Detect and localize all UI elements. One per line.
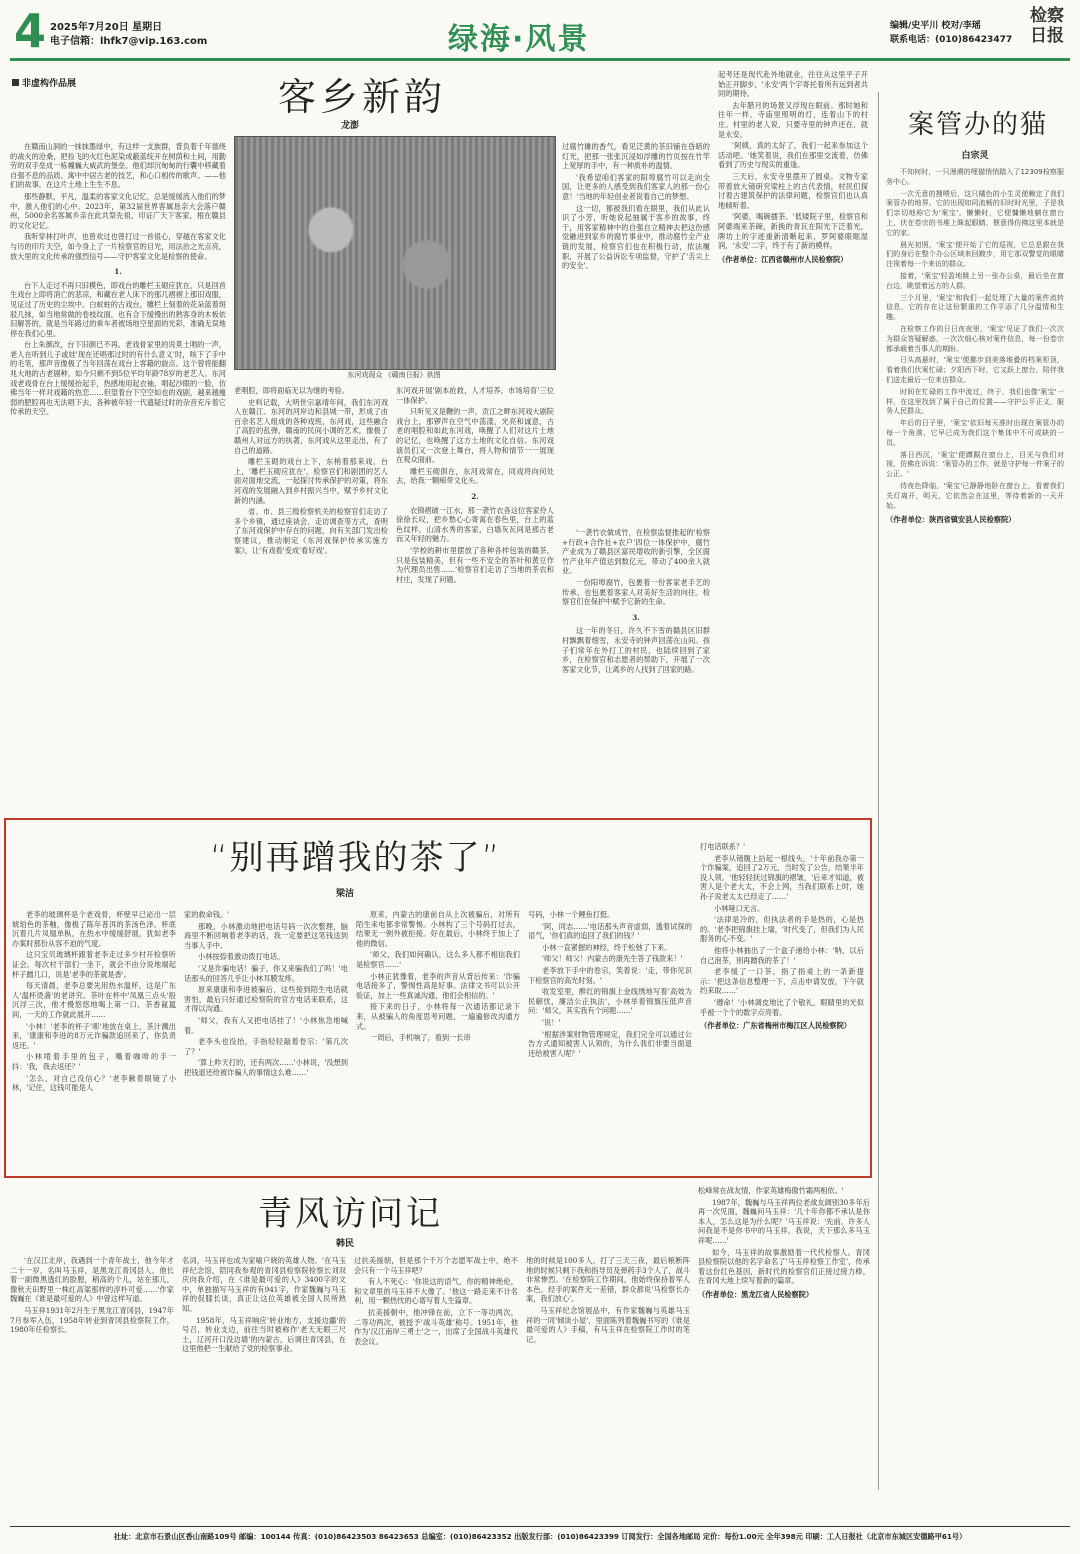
paragraph: 那些静默，平凡，温柔的客家文化记忆，总是缓缓流入他们的梦中，激入他们的心中。2023年，第32届世界客属恳亲大会落户赣州，5000余名客属乡亲在此共祭先祖，印证广天下客家，根在赣县的文化记忆。 <box>10 191 226 230</box>
paragraph: 待夜色降临，'案宝'已静静地卧在窗台上，看着我们关灯离开，明天，它依然会在这里，等待着新的一天开始。 <box>886 481 1064 510</box>
paragraph: 时间在忙碌的工作中流过，终于，我们也像'案宝'一样，在这里找到了属于自己的位置——守护公平正义，服务人民群众。 <box>886 387 1064 416</box>
paragraph: '阿，同志……'电话那头声音虚弱，透着试探的语气，'你们真的追回了我们的钱？' <box>528 921 692 941</box>
paragraph: 这一年的冬日，许久不下雪的赣县区旧群村飘飘着细雪，永安寺的钟声回荡在山间。孩子们常年在外打工的村民，也陆续回到了家乡，在检察官和志愿者的帮助下，开展了一次客家文化节，让离乡的人找到了回家的路。 <box>562 626 710 674</box>
paragraph: '说！' <box>542 1017 561 1027</box>
paragraph: 衣锦褶破一江水，那一袭竹衣各这位客家伶人徐徐长叹，把乡愁心心寄寓在春色里，台上的蓝色纹样，山清水秀的客家，白墙灰瓦间是那古老而又年轻的魅力。 <box>396 505 554 544</box>
section-title: 绿海·风景 <box>448 22 590 57</box>
article2-col1 <box>12 910 176 1172</box>
paragraph: 1958年，马玉祥响应'转业地方，支援边疆'的号召，转业支边，前往当时被称作'老天无眼三尺土，辽河开口没边墙'的内蒙古，后调往青冈县，在这里他把一生献给了党的检察事业。 <box>182 1315 346 1354</box>
paragraph: 接着，'案宝'轻盈地跳上另一张办公桌，最后坐在窗台边，眺望着远方的人群。 <box>886 271 1064 290</box>
paragraph: 打电话联系？' <box>700 842 746 851</box>
paragraph: 一次无意的搜喂后，这只橘色的小生灵便赖定了我们案管办的地界。它的出现如同流畅的旧时时光里，子是我们亲切地称它为'案宝'。懒懒时，它便慵懒地躺在窗台上，伏在卷宗的书堆上眯起眼睛，惬意得仿佛这里本就是它的家。 <box>886 189 1064 237</box>
paragraph: 一份阳埠腐竹，包裹着一份客家老手艺的传承，也包裹着客家人对美好生活的向往。检察官们在保护中赋予它新的生命。 <box>562 577 710 607</box>
page-number: 4 <box>14 4 47 58</box>
paragraph: '法律是冷的，但执法者的手是热的，心是热的。'老李把锦旗挂上墙，'时代变了，但我们为人民服务的心不变。' <box>700 915 864 944</box>
paragraph: '算上昨天打的，还有两次……'小林说，'没想到把钱退还给被诈骗人的事情这么难……' <box>184 1058 348 1077</box>
footer-imprint: 社址：北京市石景山区香山南路109号 邮编：100144 传真：(010)86423503 86423653 总编室：(010)86423352 出版发行部：(010)86423399 订阅发行：全国各地邮局 定价：每份1.00元 全年398元 印刷：工人日报社（北京市东城区安德路甲61号） <box>113 1532 967 1541</box>
paragraph: 只听见又是鞭的一声，贡江之畔东河戏大剧院戏台上，那锣声在空气中荡漾，光亮和诚意，古老的唱腔和如此东河戏，唤醒了人们对这片土地的记忆，也唤醒了这方土地的文化自信。东河戏演员们又一次登上舞台，将人物和情节一一展现在观众面前。 <box>396 407 554 465</box>
paragraph: 家的救命钱。' <box>184 910 230 919</box>
section-number: 3. <box>632 612 640 622</box>
article1-col5 <box>562 528 710 814</box>
article1-col2 <box>234 386 388 814</box>
article1-col6 <box>718 70 868 814</box>
paragraph: 收发室里，醉红的锦旗上金线绣地写着'高效为民解忧，廉洁公正执法'，小林举着锦旗压低声音问：'师父，其实我有个问题……' <box>528 987 692 1016</box>
paragraph: '师父！师父！内蒙古的康先生答了钱款来！' <box>542 954 683 964</box>
article2-author-unit: （作者单位：广东省梅州市梅江区人民检察院） <box>700 1021 851 1031</box>
column-tag <box>12 76 76 89</box>
paragraph: 号码，小林一个鲤鱼打挺。 <box>528 910 615 919</box>
paragraph: '师父，我有人又把电话挂了！'小林焦急地喊着。 <box>184 1015 348 1035</box>
article2-author: 梁洁 <box>335 889 354 899</box>
footer-rule <box>10 1526 1070 1527</box>
header-rule <box>10 58 1070 61</box>
paragraph: 如今，马玉祥的故事激励着一代代检察人。青冈县检察院以他的名字命名了'马玉祥检察工作室'，传承着这份红色基因，新时代的检察官们正接过接力棒，在青冈大地上续写着新的篇章。 <box>698 1247 870 1286</box>
paragraph: 台上朱颜改，台下旧颜已不再。老戏骨家里的说莫土唱的一声，老人在听到儿子或娃'现在还唱那过时的有什么意义'时，咳下了手中的毛笔，那声音像极了当年回荡在戏台上客籍的旋点。这个曾将能翻兆大地的古老剧种，如今只剩不到5位平均年龄78岁的老艺人。东河戏老戏骨在台上缓缓抬起手，热感地用起衣袖，唱起沙眼的一脸，仿佛当年一样对戏籍的热恋……但望着台下空空如也的戏剧，越来越瘦弱的肥腔再也无法唱下去，各种被年轻一代遗疑过时的杂音充斥着它传承的天空。 <box>10 340 226 417</box>
paragraph: 日头高悬时，'案宝'便挪步到美落堆叠的档案柜顶，看着我们伏案忙碌；夕阳西下时，它又跃上窗台，陪伴我们送走最后一位来访群众。 <box>886 356 1064 384</box>
paragraph: 东河戏开展'剧本抢救，人才培养，市场培育'三位一体保护。 <box>396 386 554 405</box>
paragraph: 省、市、县三级检察机关的检察官们走访了多个乡镇，通过座谈会、走访调查等方式，查明了东河戏保护中存在的问题，向有关部门发出检察建议，推动制定《东河戏保护传承实施方案》，让'有戏看'变成'看好戏'。 <box>234 507 388 555</box>
paragraph: 在赣南山洞的一抹抹墨绿中，有这样一支族群，背负着千年德绕的战火的沧桑，把捡飞的火红色泥染成蔽蓝绽开在树荫和土间，用勤劳的双手垒成一栋幢巍大威武的堡垒。他们却沉甸甸的行囊中移藏着自强不息的品质、寓中中居古老的技艺，和心口相传的歌声。——他们的故事，在这片土地上生生不息。 <box>10 142 226 190</box>
paragraph: 台下人走过不再只旧模色，即戏台的雕栏玉砌应犹在，只是回首生戏台上即将消亡的悲凉，和藏在老人床下的那几褶褶上那旧戏服，见证过了历史的尘埃中。白蚁蛀的古戏台，雕栏上刻着的花朵蓝着斑驳几抹，如当地常做的卷枝纹面，也有合下缓慢出的熟客身的木板依旧解答的，就是当年路过的乘车者被场地空星面的光彩，准确无误地停在我们心里。 <box>10 280 226 338</box>
paragraph: '一袭竹衣做成竹，在检察监督推起的'检察+行政+合作社+农户'四位一体保护中，腐竹产业成为了赣县区富民增收的新引擎，全区腐竹产业年产值达到数亿元，带动了400余人就业。 <box>562 528 710 576</box>
article1-col4 <box>562 142 710 528</box>
article1-photo <box>234 136 556 370</box>
paragraph: 原来康康和李进被骗后，这些接到陌生电话就害怕，最后只好通过检察院的官方电话来联系，这才得以沟通。 <box>184 985 348 1014</box>
paragraph: 原来，内蒙古的康前自从上次被骗后，对所有陌生来电都非常警惕。小林构了三个号码打过去，结果无一例外被拒接。好在最后，小林终于加上了他的微信。 <box>356 910 520 948</box>
issue-email: 电子信箱：lhfk7@vip.163.com <box>50 36 208 47</box>
paragraph: '学校的耕市里摆放了各种各样包装的赣茶，只是包装精美，但有一些不安全的茶叶和黄豆作为代理员出售……'检察官们走访了当地的茶农和村庄，发现了问题。 <box>396 545 554 584</box>
article3-author: 韩民 <box>335 1239 354 1249</box>
paragraph: 过腐竹摊的香气，看见泛黄的茶旧铺在昏暗的灯光，把那一张张沉浸如浮雕的竹页按在竹竿上宽厚的手中，有一种质朴的温情。 <box>562 142 710 171</box>
paragraph: '我希望咱们客家的阳埠腐竹可以走向全国，让更多的人感受到我们客家人的那一份心意！'当地的年轻创业者说着自己的梦想。 <box>562 172 710 201</box>
paragraph: 小林正犹豫着，老李的声音从背后传来：'诈骗电话接多了，警惕性高是好事。法律文书可以公开验证，加上一些真诚沟通，他们会相信的。' <box>356 971 520 1000</box>
paragraph: 松峰常在战友情，作家英雄梅傲竹霜两相依。' <box>698 1186 844 1195</box>
article1-col1 <box>10 142 226 814</box>
paragraph: 地的时候是100多人，打了三天三夜，最后粮断阵地的时候只剩下我和指导员及弹药手3个人了，战斗非常惨烈。'在检察院工作期间，他始终保持着军人本色，经手的案件无一差错，群众都说'马检察长办案，我们放心'。 <box>526 1256 690 1304</box>
article3-col5 <box>698 1186 870 1524</box>
paragraph: 老李从镜腹上拈起一根线头，'十年前我办第一个诈骗案，追回了2万元，当时发了公告，结果半年没人领。'他轻轻抚过锦旗的褶皱，'后来才知道，被害人是个老大太，不会上网，当我们联系上时，她孙子说老太太已经走了……' <box>700 853 864 901</box>
paragraph: 小林哑口无言。 <box>714 903 765 913</box>
paragraph: 1987年，魏巍与马玉祥两位老战友阔别30多年后再一次见面，魏巍问马玉祥：'几十年你都不承认是你本人，怎么这是为什么呢？'马玉祥说：'先前，许多人问我是不是你书中的马玉祥，我说，天下那么多马玉祥呢……' <box>698 1197 870 1245</box>
paragraph: 三个月里，'案宝'和我们一起处理了大量的案件流转信息，它的存在让这份繁重的工作平添了几分温情和生趣。 <box>886 293 1064 322</box>
article2-col5 <box>700 842 864 1172</box>
sidebar-author-unit: （作者单位：陕西省镇安县人民检察院） <box>886 515 1016 525</box>
paragraph: 老唱腔，即将面临无以为继的考验。 <box>234 386 350 395</box>
paragraph: 雕栏玉砌的戏台上下，东梢着那来戏，台上，'雕栏玉砌应犹在'，检察官们和剧团的艺人面对面地交流，一起探讨传承保护的对策，将东河戏的发展融入到乡村振兴当中，赋予乡村文化新的内涵。 <box>234 457 388 505</box>
paragraph: 每天清晨，老李总要先用热水温杯，这是广东人'温杯烫盏'的老讲究。茶叶在杯中'凤凰三点头'般沉浮三次，他才慢悠悠地喝上第一口，茶香氤氲间，一天的工作就此展开…… <box>12 981 176 1019</box>
sidebar-author: 白宗灵 <box>961 151 989 161</box>
paragraph: 名词，马玉祥也成为家喻户晓的英雄人物。'在马玉祥纪念馆，陪同我参观的青冈县检察院检察长刘双庆向我介绍，在《谁是最可爱的人》3400字的文中，单独描写马玉祥的有941字，作家魏巍与马玉祥的促膝长谈，真正让这位英雄被全国人民所熟知。 <box>182 1256 346 1313</box>
newspaper-logo: 检察日报 <box>1030 6 1064 46</box>
editors-credit: 编辑/史平川 校对/李瑶 <box>890 21 981 31</box>
paragraph: '根据涉案财物管理规定，我们完全可以通过公告方式通知被害人认领的，为什么我们非要当面退还给被害人呢？' <box>528 1029 692 1058</box>
paragraph: '又是诈骗电话！骗子，你又来骗我们了吗！'电话那头的回答几乎让小林耳膜发疼。 <box>184 963 348 983</box>
paragraph: 落日西沉，'案宝'便蹲踞在窗台上，目光与我们对视，仿佛在诉说：'案管办的工作，就是守护每一件案子的公正。' <box>886 450 1064 479</box>
column-tag-label: 非虚构作品展 <box>22 79 77 89</box>
paragraph: 老李的玻璃杯是个老戏骨，杯壁早已泌出一层琥珀色的茶釉，像极了陈年普洱的茶汤色泽。杯底沉着几片凤凰单枞，在热水中缓缓舒展，犹如老李办案时那份从容不迫的气度。 <box>12 910 176 948</box>
square-bullet-icon <box>12 79 19 86</box>
article3-col4 <box>526 1256 690 1524</box>
section-number: 1. <box>114 267 122 277</box>
article3-col1 <box>10 1256 174 1524</box>
article1-author-unit: （作者单位：江西省赣州市人民检察院） <box>718 254 848 264</box>
sidebar-body <box>886 168 1064 1494</box>
paragraph: 三天后，永安寺里摆开了圆桌。文物专家带着放大镜研究梁柱上的古代表情，村民们探讨着古建筑保护的法律问题，检察官们也认真地倾听着。 <box>718 171 868 210</box>
paragraph: 接下来的日子，小林将每一次通话都记录下来，从被骗人的角度思考问题，一遍遍修改沟通方式。 <box>356 1002 520 1031</box>
article1-author: 龙澎 <box>340 121 359 131</box>
paragraph: '小林！'老李的杯子'嘭'地放在桌上，茶汁溅出来，'康康和李进的8万元诈骗款追回来了，你负责返还。' <box>12 1021 176 1050</box>
paragraph: 这一切，都被我们看在眼里，我们从此认识了小芳，听她说起抽属于客乡的故事，终于，用客家精神中的自强自立精神去把这份感觉融进到家乡的腐竹事业中，推动腐竹全产业链的发展，检察官们也在积极行动，依法履职，开展了公益诉讼专项监督，守护了'舌尖上的安全'。 <box>562 203 710 271</box>
paragraph: 小林按捺着激动拨打电话。 <box>198 952 285 962</box>
paragraph: 他将小林抽出了一个盒子递给小林：'呐，以后自己泡茶，别再蹭我的茶了！' <box>700 945 864 965</box>
paragraph: '遵命！'小林调皮地比了个敬礼，眼睛里的光似乎被一个个的数字点亮着。 <box>700 997 864 1017</box>
paragraph: 有人不死心：'你说这的语气，你的精神绝伦，和文章里的马玉祥不大像了。'他这一路走来不计名利，用一颗热忱的心谱写着人生篇章。 <box>354 1277 518 1306</box>
article2-col4 <box>528 910 692 1172</box>
article3-title: 青风访问记 <box>258 1194 443 1234</box>
paragraph: 这只宝贝玻璃杯跟着老李走过多少村开检察听证会。每次村干部们一坐下，就会不由分说地端起杯子蹭几口，说是'老李的茶就是香'。 <box>12 950 176 979</box>
paragraph: '阿婆，喝碗擂茶。'低矮院子里，检察官和阿婆端来茶碗，新换的青瓦在阳光下泛着光，牌坊上的字迹重新清晰起来，罗阿婆眼眶湿润，'永安'二字，终于有了新的模样。 <box>718 212 868 251</box>
article3-col3 <box>354 1256 518 1524</box>
paragraph: 马玉祥1931年2月生于黑龙江青冈县，1947年7月参军入伍，1958年转业到青冈县检察院工作，1980年任检察长。 <box>10 1305 174 1335</box>
article1-photo-caption: 东河戏现众 《赣南日报》供图 <box>347 371 441 379</box>
article2-col3 <box>356 910 520 1172</box>
article1-col3 <box>396 386 554 814</box>
page-header <box>0 0 1080 62</box>
paragraph: 老李头也没抬，手指轻轻敲着卷宗：'第几次了？' <box>184 1037 348 1056</box>
paragraph: 我听穿林打叶声，也曾欢过也曾打过一首很心，穿越在客家文化与历的印片天空，如今身上了一片检察官的目光，用法治之光点亮，放大里的文化传承的强烈信号——守护客家文化是检察的使命。 <box>10 232 226 261</box>
paragraph: '怎么，对自己没信心？'老李瞅着眼镜了小林，'记住，这钱可能是人 <box>12 1073 176 1093</box>
paragraph: 起考还是现代赴外地就业，往往从这里平子开始正开脚步，'永安'两个字寄托着所有远到者共同的期待。 <box>718 70 868 99</box>
paragraph: 过抗美援朝，但是那个千万个志愿军战士中，绝不会只有一个马玉祥吧？ <box>354 1256 518 1275</box>
sidebar-title: 案管办的猫 <box>908 110 1049 140</box>
article1-title: 客乡新韵 <box>278 75 447 119</box>
article3-author-unit: （作者单位：黑龙江省人民检察院） <box>698 1289 814 1299</box>
paragraph: 晨光初照，'案宝'便开始了它的巡视，它总是跟在我们的身后在整个办公区域来回踱步，用它那双警觉的眼睛注视着每一个来访的群众。 <box>886 240 1064 269</box>
paragraph: '师父，我们如何确认，这么多人都不相信我们是检察官……' <box>356 950 520 969</box>
article3-col2 <box>182 1256 346 1524</box>
paragraph: 抗美援朝中，他冲锋在前，立下一等功两次，二等功两次，被授予'战斗英雄'称号。1951年，他作为'汉江南岸三勇士'之一，出席了全国战斗英雄代表会议。 <box>354 1307 518 1346</box>
article2-col2 <box>184 910 348 1172</box>
paragraph: 马玉祥纪念馆展品中，有作家魏巍与英雄马玉祥的一同'倾谈小屋'，里面陈列着魏巍书写的《谁是最可爱的人》手稿，有马玉祥在检察院工作时的笔记。 <box>526 1305 690 1344</box>
paragraph: 那晚，小林激动地把电话号码一次次整理，脑海里不断回响着老李的话，我一定要把这笔钱送到当事人手中。 <box>184 921 348 950</box>
paragraph: 老李放下手中的卷宗，笑着说：'走，带你见识下检察官的高光时刻。' <box>528 965 692 985</box>
paragraph: 年后的日子里，'案宝'依旧每天准时出现在案管办的每一个角落，它早已成为我们这个集体中不可或缺的一员。 <box>886 419 1064 447</box>
paragraph: 小林啃着手里的包子，嘴着咖啡的手一抖：'我，我去返还？' <box>12 1052 176 1071</box>
paragraph: 史料记载，大明世宗嘉靖年间，我们东河戏人在赣江、东河的河岸边和县城一带，形成了由百余名艺人组成的各种戏班，东河戏，这些融合了高腔的乱弹，赣南的民间小调的艺术，像极了赣州人对远方的执著，东河戏从这里走出，有了自己的道路。 <box>234 397 388 455</box>
article2-title: “别再蹭我的茶了” <box>210 838 502 878</box>
issue-date: 2025年7月20日 星期日 <box>50 22 163 33</box>
editors-phone: 联系电话：(010)86423477 <box>890 35 1013 45</box>
paragraph: '阿姨，真的太好了，我们一起来参加这个活动吧。'她笑着说，我们在那里交流着，仿佛看到了历史与现实的重逢。 <box>718 141 868 170</box>
paragraph: 雕栏玉砌俱在，东河戏常在，同戏将向何处去，给我一颗痴带文化头。 <box>396 466 554 486</box>
paragraph: 小林一直紧握的神经，终于松弛了下来。 <box>542 942 672 952</box>
paragraph: 一周后，手机响了，看到一长串 <box>370 1033 471 1043</box>
paragraph: 老李缓了一口茶，指了指桌上的一条新提示：'把这条信息整理一下，点击申请发放，下午就约来取……' <box>700 967 864 996</box>
paragraph: 不知何时，一只漫溯的哩猫悄悄踏入了12309检察服务中心。 <box>886 168 1064 186</box>
paragraph: 去年腊月的场景又浮现在眼前。那时她和往年一样，寺庙里照明的灯，连着山下的村庄。村里的老人说，只要寺里的钟声还在，就是永安。 <box>718 100 868 139</box>
paragraph: 在检察工作的日日夜夜里，'案宝'见证了我们一次次为群众答疑解惑，一次次细心核对案件信息，每一份卷宗都承载着当事人的期盼。 <box>886 324 1064 353</box>
section-number: 2. <box>471 491 479 501</box>
paragraph: '在汉江北岸，我遇到一个青年战士，他今年才二十一岁，名叫马玉祥，是黑龙江青冈县人。他长着一副微黑透红的脸膛，稍高的个儿，站在那儿，像秋天田野里一株红高粱那样的淳朴可爱……'作家魏巍在《谁是最可爱的人》中曾这样写道。 <box>10 1256 174 1304</box>
